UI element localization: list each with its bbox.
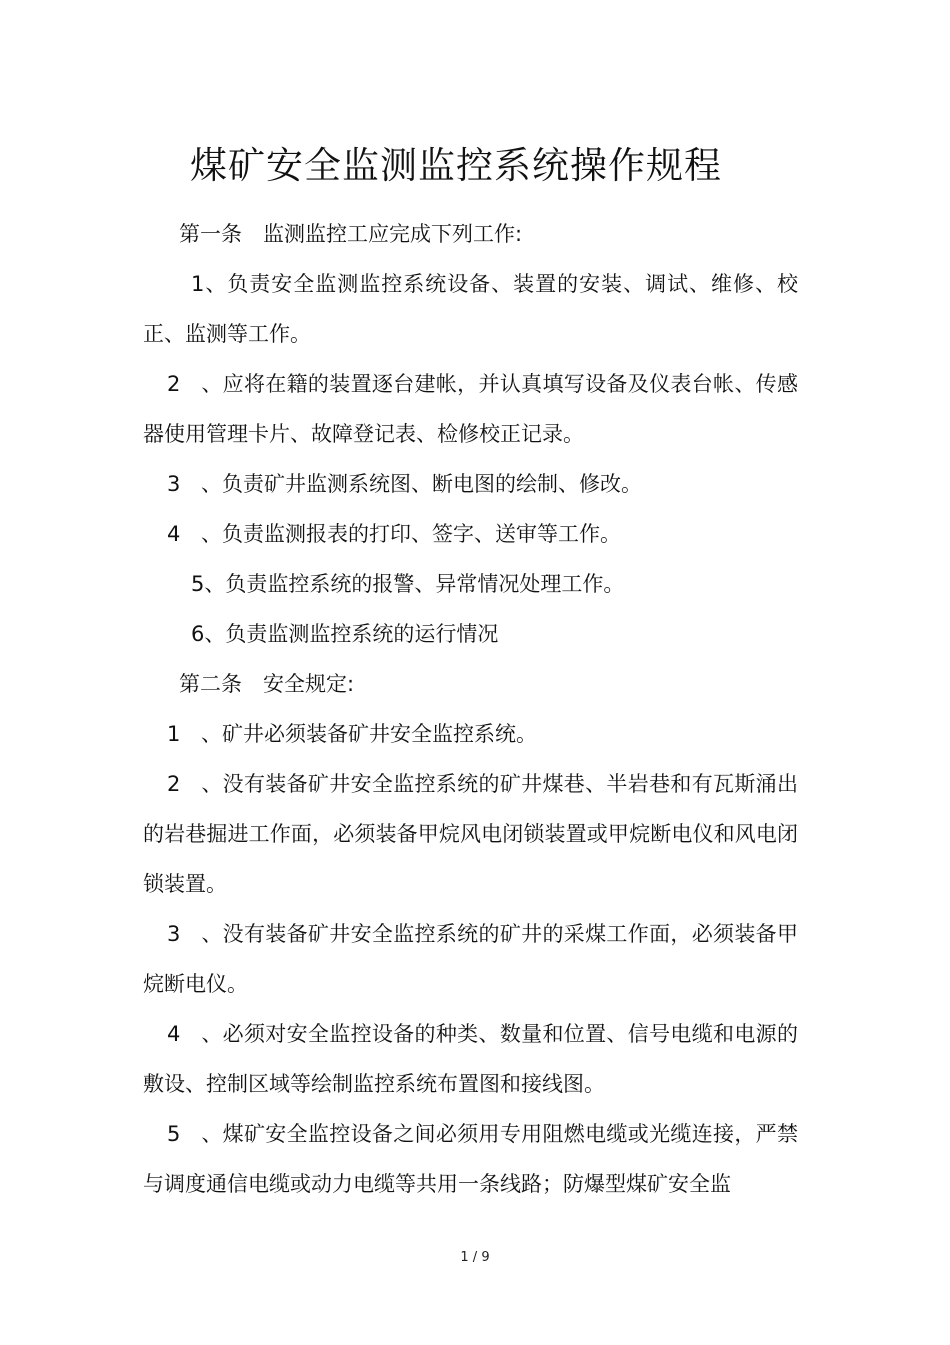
item-number: 4 xyxy=(167,1022,181,1046)
article-2-item-5 xyxy=(143,1109,798,1209)
article-1-item-3 xyxy=(143,459,798,509)
article-2-item-2 xyxy=(143,759,798,909)
item-text: 、负责矿井监测系统图、断电图的绘制、修改。 xyxy=(201,472,642,496)
item-number: 3 xyxy=(167,472,181,496)
item-text: 、负责监测报表的打印、签字、送审等工作。 xyxy=(201,522,621,546)
article-2-item-1 xyxy=(143,709,798,759)
item-text: 、没有装备矿井安全监控系统的矿井的采煤工作面，必须装备甲烷断电仪。 xyxy=(143,922,798,996)
article-1-item-2 xyxy=(143,359,798,459)
document-title: 煤矿安全监测监控系统操作规程 xyxy=(190,144,722,187)
item-number: 3 xyxy=(167,922,181,946)
page-number: 1 / 9 xyxy=(460,1250,490,1265)
item-text: 、应将在籍的装置逐台建帐，并认真填写设备及仪表台帐、传感器使用管理卡片、故障登记表、检修校正记录。 xyxy=(143,372,798,446)
item-number: 1 xyxy=(167,722,181,746)
item-text: 、煤矿安全监控设备之间必须用专用阻燃电缆或光缆连接，严禁与调度通信电缆或动力电缆等共用一条线路；防爆型煤矿安全监 xyxy=(143,1122,798,1196)
item-number: 4 xyxy=(167,522,181,546)
article-1-item-4 xyxy=(143,509,798,559)
item-text: 、没有装备矿井安全监控系统的矿井煤巷、半岩巷和有瓦斯涌出的岩巷掘进工作面，必须装备甲烷风电闭锁装置或甲烷断电仪和风电闭锁装置。 xyxy=(143,772,798,896)
item-number: 5 xyxy=(167,1122,181,1146)
article-1-heading: 第一条 监测监控工应完成下列工作: xyxy=(179,222,523,246)
article-2-item-3 xyxy=(143,909,798,1009)
item-number: 2 xyxy=(167,772,181,796)
article-1-item-1: 1、负责安全监测监控系统设备、装置的安装、调试、维修、校正、监测等工作。 xyxy=(143,272,798,346)
item-number: 2 xyxy=(167,372,181,396)
item-text: 、必须对安全监控设备的种类、数量和位置、信号电缆和电源的敷设、控制区域等绘制监控系统布置图和接线图。 xyxy=(143,1022,798,1096)
article-1-item-5: 5、负责监控系统的报警、异常情况处理工作。 xyxy=(191,572,625,596)
document-body xyxy=(143,209,798,1209)
item-text: 、矿井必须装备矿井安全监控系统。 xyxy=(201,722,537,746)
article-2-heading: 第二条 安全规定: xyxy=(179,672,355,696)
article-2-item-4 xyxy=(143,1009,798,1109)
article-1-item-6: 6、负责监测监控系统的运行情况 xyxy=(191,622,499,646)
